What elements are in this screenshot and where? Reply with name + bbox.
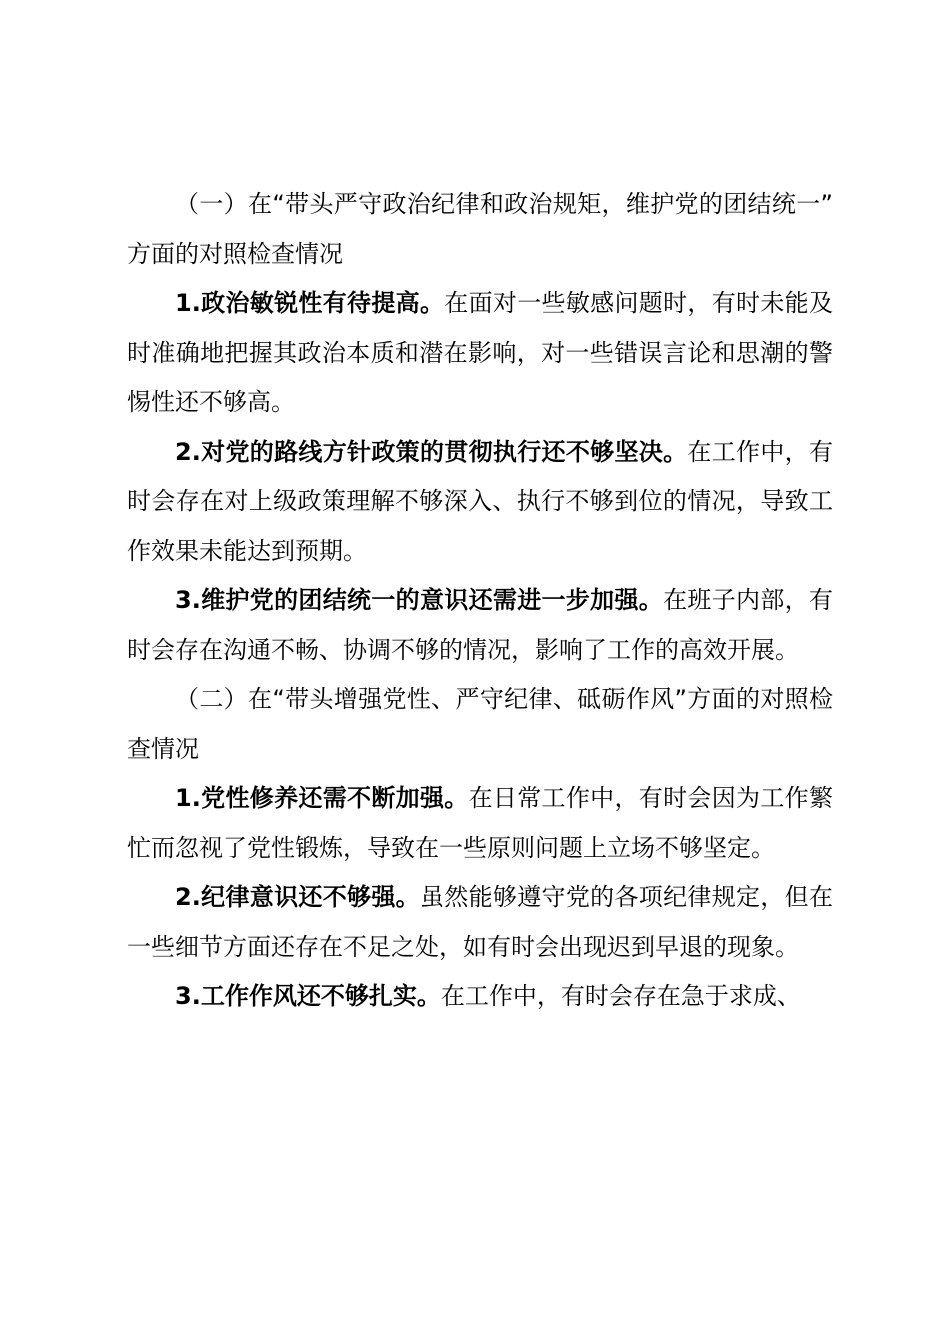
paragraph-lead: 1.党性修养还需不断加强。 [175,784,469,812]
paragraph-text: 在日常工作中，有时会因为工作繁忙而忽视了党性锻炼，导致在一些原则问题上立场不够坚定。 [127,784,833,862]
paragraph-text: 虽然能够遵守党的各项纪律规定，但在一些细节方面还存在不足之处，如有时会出现迟到早退的现象。 [127,883,833,961]
paragraph-text: 在工作中，有时会存在急于求成、 [440,982,801,1010]
paragraph-text: 在班子内部，有时会存在沟通不畅、协调不够的情况，影响了工作的高效开展。 [127,586,833,664]
paragraph-text: 在面对一些敏感问题时，有时未能及时准确地把握其政治本质和潜在影响，对一些错误言论和思潮的警惕性还不够高。 [127,289,833,416]
paragraph-text: 在工作中，有时会存在对上级政策理解不够深入、执行不够到位的情况，导致工作效果未能达到预期。 [127,437,833,565]
paragraph [127,873,833,972]
section-heading: （一）在“带头严守政治纪律和政治规矩，维护党的团结统一”方面的对照检查情况 [127,190,833,268]
section-heading: （二）在“带头增强党性、严守纪律、砥砺作风”方面的对照检查情况 [127,685,833,763]
paragraph [127,428,833,577]
paragraph-lead: 2.纪律意识还不够强。 [175,883,420,911]
paragraph-lead: 2.对党的路线方针政策的贯彻执行还不够坚决。 [175,437,688,466]
paragraph [127,972,833,1022]
paragraph-lead: 1.政治敏锐性有待提高。 [175,289,445,317]
paragraph-lead: 3.工作作风还不够扎实。 [175,982,441,1010]
paragraph [127,774,833,873]
paragraph [127,279,833,428]
document-page [127,180,833,1022]
paragraph-lead: 3.维护党的团结统一的意识还需进一步加强。 [175,586,664,614]
paragraph [127,576,833,675]
